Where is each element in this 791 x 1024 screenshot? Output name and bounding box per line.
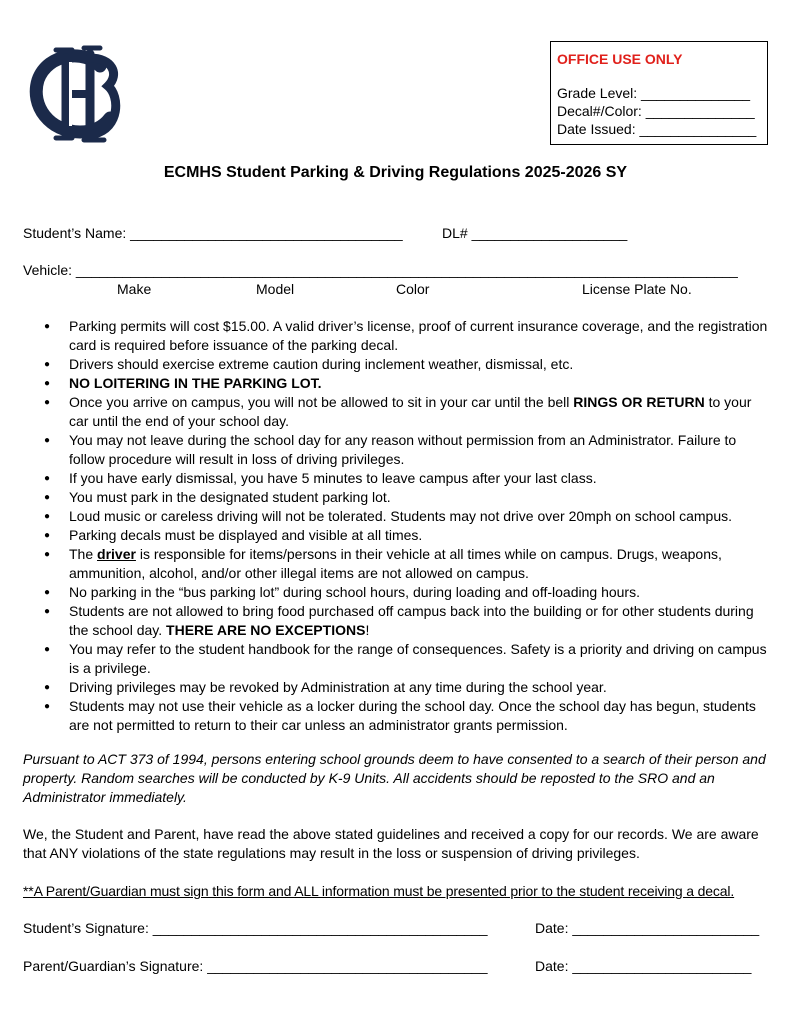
plate-label: License Plate No. (582, 281, 692, 297)
list-item: ● You may refer to the student handbook for the range of consequences. Safety is a priority and driving on campus is a privilege. (69, 640, 773, 678)
dl-field[interactable]: DL# ____________________ (442, 225, 628, 241)
list-item: ● Driving privileges may be revoked by Administration at any time during the school year. (69, 678, 773, 697)
agreement-paragraph: We, the Student and Parent, have read the above stated guidelines and received a copy for our records. We are aware that ANY violations of the state regulations may result in the loss or suspension of driving privileges. (23, 826, 759, 861)
decal-color-field[interactable]: Decal#/Color: ______________ (557, 103, 755, 119)
list-item: ● If you have early dismissal, you have 5 minutes to leave campus after your last class. (69, 469, 773, 488)
list-item: ● The driver is responsible for items/persons in their vehicle at all times while on campus. Drugs, weapons, ammunition, alcohol, and/or other illegal items are not allowed on campus. (69, 545, 773, 583)
list-item: ● Once you arrive on campus, you will not be allowed to sit in your car until the bell RINGS OR RETURN to your car until the end of your school day. (69, 393, 773, 431)
student-name-field[interactable]: Student’s Name: ___________________________________ (23, 225, 403, 241)
list-item: ● Parking permits will cost $15.00. A valid driver’s license, proof of current insurance coverage, and the registration card is required before issuance of the parking decal. (69, 317, 773, 355)
list-item: ● You must park in the designated student parking lot. (69, 488, 773, 507)
color-label: Color (396, 281, 430, 297)
pursuant-paragraph: Pursuant to ACT 373 of 1994, persons entering school grounds deem to have consented to a search of their person and property. Random searches will be conducted by K-9 Units. All accidents should be reposted to the SRO and an Administrator immediately. (23, 751, 766, 805)
parent-signature-field[interactable]: Parent/Guardian’s Signature: ____________________________________ (23, 958, 488, 974)
list-item: ● Students may not use their vehicle as a locker during the school day. Once the school day has begun, students are not permitted to return to their car unless an administrator grants permission. (69, 697, 773, 735)
date-issued-field[interactable]: Date Issued: _______________ (557, 121, 757, 137)
student-date-field[interactable]: Date: ________________________ (535, 920, 760, 936)
model-label: Model (256, 281, 295, 297)
list-item: ● Parking decals must be displayed and visible at all times. (69, 526, 773, 545)
office-use-header: OFFICE USE ONLY (557, 51, 683, 67)
list-item: ● NO LOITERING IN THE PARKING LOT. (69, 374, 773, 393)
list-item: ● You may not leave during the school day for any reason without permission from an Administrator. Failure to follow procedure will result in loss of driving privileges. (69, 431, 773, 469)
office-use-box (550, 41, 768, 145)
school-logo (28, 44, 126, 144)
parent-date-field[interactable]: Date: _______________________ (535, 958, 752, 974)
list-item: ● No parking in the “bus parking lot” during school hours, during loading and off-loading hours. (69, 583, 773, 602)
list-item: ● Loud music or careless driving will not be tolerated. Students may not drive over 20mph on school campus. (69, 507, 773, 526)
vehicle-field[interactable]: Vehicle: _____________________________________________________________________________________ (23, 262, 738, 278)
list-item: ● Drivers should exercise extreme caution during inclement weather, dismissal, etc. (69, 355, 773, 374)
list-item: ● Students are not allowed to bring food purchased off campus back into the building or for other students during the school day. THERE ARE NO EXCEPTIONS! (69, 602, 773, 640)
student-signature-field[interactable]: Student’s Signature: ___________________________________________ (23, 920, 488, 936)
parent-notice: **A Parent/Guardian must sign this form and ALL information must be presented prior to the student receiving a decal. (23, 883, 735, 899)
rules-list (23, 317, 773, 735)
page-title: ECMHS Student Parking & Driving Regulations 2025-2026 SY (163, 164, 628, 181)
ech-monogram-icon (28, 44, 126, 144)
grade-level-field[interactable]: Grade Level: ______________ (557, 85, 751, 101)
make-label: Make (117, 281, 152, 297)
